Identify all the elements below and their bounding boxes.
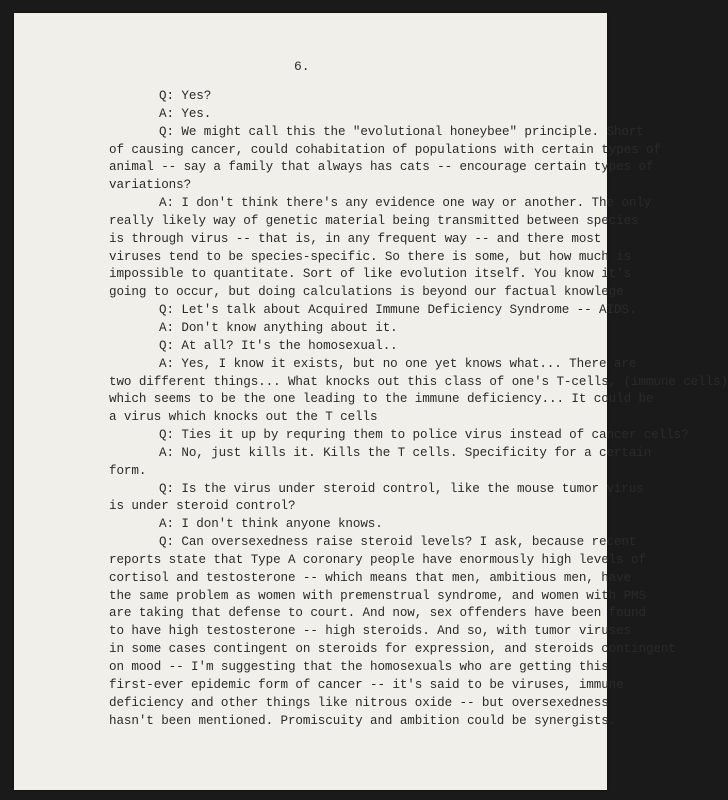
text-line: the same problem as women with premenstrual syndrome, and women with PMS [109, 588, 646, 603]
text-line: going to occur, but doing calculations is beyond our factual knowlege [109, 285, 624, 300]
text-line: A: I don't think anyone knows. [159, 517, 383, 532]
text-line: A: Yes, I know it exists, but no one yet knows what... There are [159, 356, 637, 371]
text-line: variations? [109, 178, 192, 193]
transcript-paragraph [109, 320, 609, 338]
text-line: A: I don't think there's any evidence one way or another. The only [159, 196, 652, 211]
text-line: animal -- say a family that always has cats -- encourage certain types of [109, 160, 654, 175]
transcript-paragraph [109, 106, 609, 124]
text-line: Q: Can oversexedness raise steroid levels? I ask, because recent [159, 535, 637, 550]
text-line: form. [109, 463, 147, 478]
text-line: to have high testosterone -- high steroids. And so, with tumor viruses [109, 624, 632, 639]
transcript-paragraph [109, 195, 652, 302]
text-line: Q: At all? It's the homosexual.. [159, 338, 398, 353]
transcript-paragraph [109, 124, 661, 195]
text-line: a virus which knocks out the T cells [109, 410, 378, 425]
text-line: hasn't been mentioned. Promiscuity and ambition could be synergists. [109, 713, 617, 728]
text-line: impossible to quantitate. Sort of like evolution itself. You know it's [109, 267, 632, 282]
transcript-paragraph [109, 427, 689, 445]
text-line: reports state that Type A coronary people have enormously high levels of [109, 552, 646, 567]
text-line: really likely way of genetic material being transmitted between species [109, 213, 639, 228]
text-line: viruses tend to be species-specific. So there is some, but how much is [109, 249, 632, 264]
text-line: two different things... What knocks out this class of one's T-cells, (immune cells) [109, 374, 728, 389]
text-line: A: Yes. [159, 106, 212, 121]
text-line: A: No, just kills it. Kills the T cells. Specificity for a certain [159, 445, 652, 460]
text-line: Q: Let's talk about Acquired Immune Deficiency Syndrome -- AIDS. [159, 303, 637, 318]
transcript-paragraph [109, 356, 728, 427]
transcript-paragraph [109, 338, 609, 356]
transcript-paragraph [109, 445, 652, 481]
transcript-body [109, 88, 728, 730]
text-line: of causing cancer, could cohabitation of populations with certain types of [109, 142, 661, 157]
transcript-paragraph [109, 481, 644, 517]
transcript-paragraph [109, 534, 676, 730]
transcript-paragraph [109, 302, 637, 320]
text-line: is through virus -- that is, in any frequent way -- and there most [109, 231, 602, 246]
text-line: deficiency and other things like nitrous oxide -- but oversexedness [109, 695, 609, 710]
text-line: Q: Is the virus under steroid control, like the mouse tumor virus [159, 481, 644, 496]
text-line: is under steroid control? [109, 499, 296, 514]
text-line: A: Don't know anything about it. [159, 320, 398, 335]
text-line: in some cases contingent on steroids for expression, and steroids contingent [109, 642, 676, 657]
text-line: Q: Yes? [159, 89, 212, 103]
document-page [14, 13, 728, 790]
transcript-paragraph [109, 88, 609, 106]
transcript-paragraph [109, 516, 609, 534]
text-line: Q: We might call this the "evolutional honeybee" principle. Short [159, 124, 644, 139]
text-line: cortisol and testosterone -- which means that men, ambitious men, have [109, 570, 632, 585]
text-line: are taking that defense to court. And now, sex offenders have been found [109, 606, 646, 621]
text-line: Q: Ties it up by requring them to police virus instead of cancer cells? [159, 428, 689, 443]
text-line: on mood -- I'm suggesting that the homosexuals who are getting this [109, 660, 609, 674]
text-line: which seems to be the one leading to the immune deficiency... It could be [109, 392, 654, 407]
text-line: first-ever epidemic form of cancer -- it's said to be viruses, immune [109, 677, 624, 692]
page-number: 6. [294, 59, 310, 74]
